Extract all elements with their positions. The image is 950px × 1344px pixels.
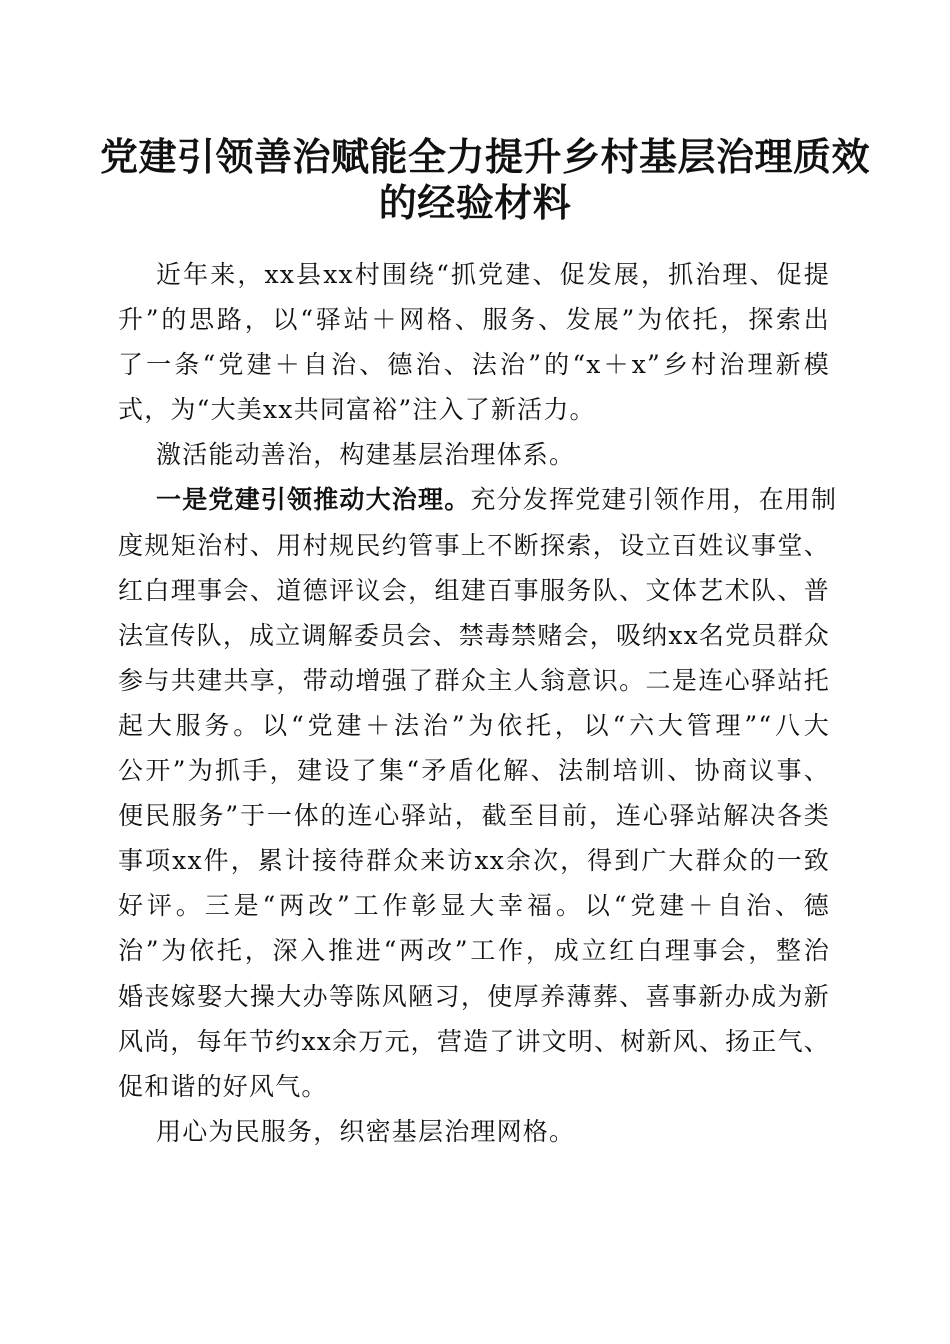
paragraph-line: 起大服务。以“党建＋法治”为依托，以“六大管理”“八大 <box>118 710 830 740</box>
document-body <box>118 252 838 1154</box>
paragraph-line: 红白理事会、道德评议会，组建百事服务队、文体艺术队、普 <box>118 575 830 605</box>
paragraph-line: 治”为依托，深入推进“两改”工作，成立红白理事会，整治 <box>118 936 830 966</box>
section-heading-text: 用心为民服务，织密基层治理网格。 <box>156 1116 576 1146</box>
section-heading-1 <box>118 432 830 477</box>
section-heading-text: 激活能动善治，构建基层治理体系。 <box>156 440 576 470</box>
document-title <box>100 134 871 226</box>
paragraph-line-rest: 充分发挥党建引领作用，在用制 <box>470 485 838 515</box>
title-line-2: 的经验材料 <box>378 180 572 225</box>
paragraph-line: 式，为“大美xx共同富裕”注入了新活力。 <box>118 395 596 425</box>
paragraph-line: 风尚，每年节约xx余万元，营造了讲文明、树新风、扬正气、 <box>118 1026 830 1056</box>
paragraph-line: 参与共建共享，带动增强了群众主人翁意识。二是连心驿站托 <box>118 665 830 695</box>
paragraph-line: 好评。三是“两改”工作彰显大幸福。以“党建＋自治、德 <box>118 891 830 921</box>
paragraph-line: 度规矩治村、用村规民约管事上不断探索，设立百姓议事堂、 <box>118 530 830 560</box>
paragraph-line: 促和谐的好风气。 <box>118 1071 328 1101</box>
paragraph-line: 升”的思路，以“驿站＋网格、服务、发展”为依托，探索出 <box>118 305 830 335</box>
paragraph-lead: 一是党建引领推动大治理。 <box>156 485 471 515</box>
paragraph-line-with-lead <box>118 477 838 522</box>
paragraph-line: 婚丧嫁娶大操大办等陈风陋习，使厚养薄葬、喜事新办成为新 <box>118 981 830 1011</box>
paragraph-line: 近年来，xx县xx村围绕“抓党建、促发展，抓治理、促提 <box>156 260 830 289</box>
paragraph-intro <box>118 252 830 432</box>
paragraph-detail <box>118 477 838 1108</box>
paragraph-line: 事项xx件，累计接待群众来访xx余次，得到广大群众的一致 <box>118 846 830 876</box>
paragraph-line: 便民服务”于一体的连心驿站，截至目前，连心驿站解决各类 <box>118 801 830 831</box>
title-line-1: 党建引领善治赋能全力提升乡村基层治理质效 <box>100 134 871 179</box>
paragraph-line: 了一条“党建＋自治、德治、法治”的“x＋x”乡村治理新模 <box>118 350 830 380</box>
paragraph-line: 法宣传队，成立调解委员会、禁毒禁赌会，吸纳xx名党员群众 <box>118 620 830 650</box>
paragraph-line: 公开”为抓手，建设了集“矛盾化解、法制培训、协商议事、 <box>118 756 830 786</box>
section-heading-2 <box>118 1109 830 1154</box>
